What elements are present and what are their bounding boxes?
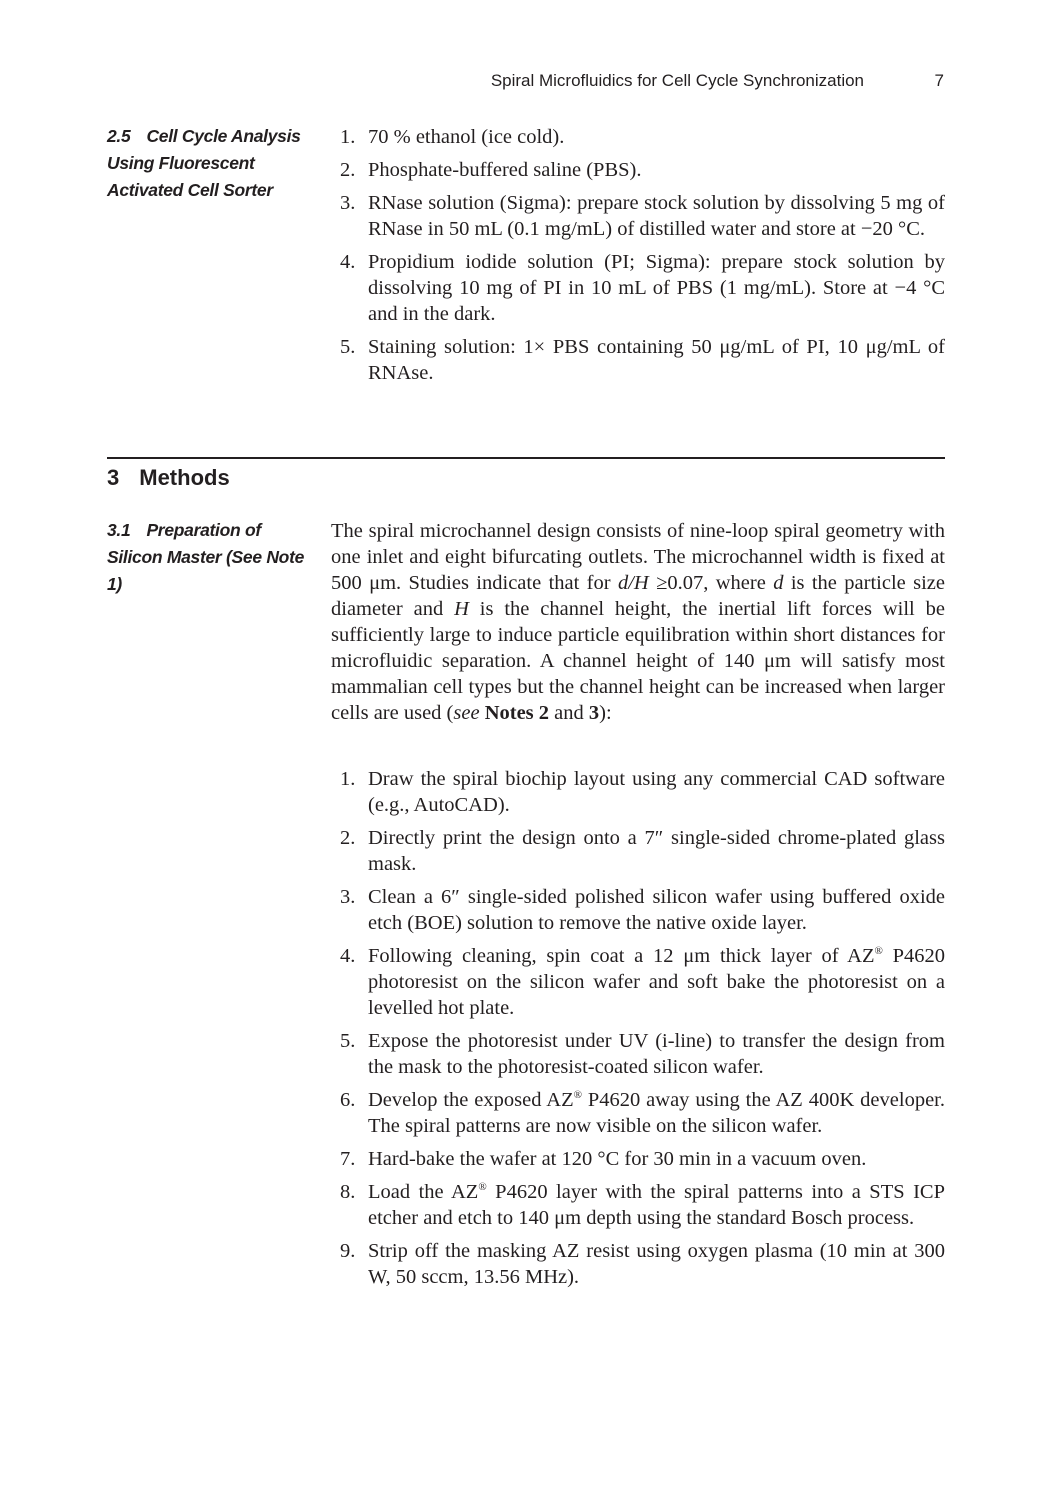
body-paragraph: The spiral microchannel design consists of nine-loop spiral geometry with one inlet and eight bifurcating outlets. The microchannel width is fixed at 500 μm. Studies indicate that for d/H ≥0.07, where d is the particle size diameter and H is the channel height, the inertial lift forces will be sufficiently large to induce particle equilibration within short distances for microfluidic separation. A channel height of 140 μm will satisfy most mammalian cell types but the channel height can be increased when larger cells are used (see Notes 2 and 3): [331,520,945,724]
section-rule [107,457,945,459]
section-3-title: Methods [139,465,230,490]
running-head-title: Spiral Microfluidics for Cell Cycle Synchronization [490,71,864,90]
section-3-number: 3 [107,465,120,490]
section-2-5-number: 2.5 [107,126,131,146]
section-2-5-heading [107,123,307,204]
list-item: 1. Draw the spiral biochip layout using any commercial CAD software (e.g., AutoCAD). [340,768,945,816]
list-item: 8. Load the AZ® P4620 layer with the spiral patterns into a STS ICP etcher and etch to 140 μm depth using the standard Bosch process. [340,1181,945,1229]
list-item: 2. Phosphate-buffered saline (PBS). [340,159,642,181]
list-item: 7. Hard-bake the wafer at 120 °C for 30 min in a vacuum oven. [340,1148,867,1170]
section-3-1-heading [107,517,307,598]
section-2-5-title: Cell Cycle Analysis Using Fluorescent Activated Cell Sorter [107,126,301,200]
list-item: 9. Strip off the masking AZ resist using oxygen plasma (10 min at 300 W, 50 sccm, 13.56 MHz). [340,1240,945,1288]
list-item: 4. Propidium iodide solution (PI; Sigma): prepare stock solution by dissolving 10 mg of PI in 10 mL of PBS (1 mg/mL). Store at −4 °C and in the dark. [340,251,945,325]
list-item: 2. Directly print the design onto a 7″ single-sided chrome-plated glass mask. [340,827,945,875]
notes-reference: Notes 2 [484,702,550,724]
list-item: 4. Following cleaning, spin coat a 12 μm thick layer of AZ® P4620 photoresist on the silicon wafer and soft bake the photoresist on a levelled hot plate. [340,945,945,1019]
note-reference: 3 [588,702,600,724]
list-item: 1. 70 % ethanol (ice cold). [340,126,565,148]
page-number: 7 [934,71,944,90]
list-item: 3. Clean a 6″ single-sided polished silicon wafer using buffered oxide etch (BOE) solution to remove the native oxide layer. [340,886,945,934]
section-3-1-number: 3.1 [107,520,131,540]
section-3-1-title: Preparation of Silicon Master (See Note 1) [107,520,305,594]
procedure-list [340,766,945,1297]
list-item: 5. Staining solution: 1× PBS containing 50 μg/mL of PI, 10 μg/mL of RNAse. [340,336,945,384]
section-3-heading [107,464,230,492]
materials-list [340,124,945,393]
list-item: 5. Expose the photoresist under UV (i-line) to transfer the design from the mask to the photoresist-coated silicon wafer. [340,1030,945,1078]
list-item: 3. RNase solution (Sigma): prepare stock solution by dissolving 5 mg of RNase in 50 mL (0.1 mg/mL) of distilled water and store at −20 °C. [340,192,945,240]
list-item: 6. Develop the exposed AZ® P4620 away using the AZ 400K developer. The spiral patterns are now visible on the silicon wafer. [340,1089,945,1137]
